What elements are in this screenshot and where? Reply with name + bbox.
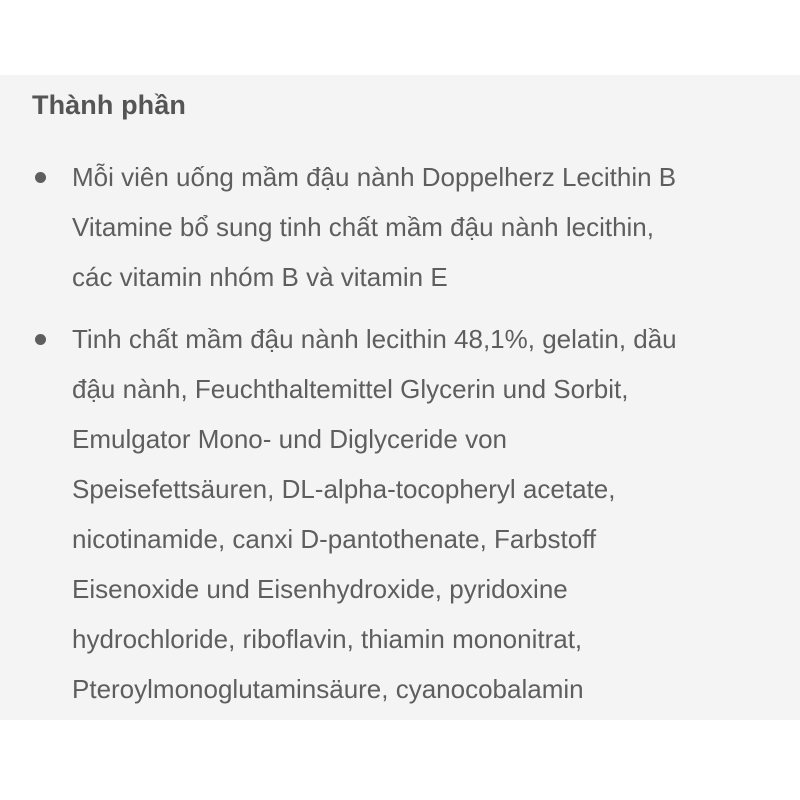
item-text-line: Mỗi viên uống mầm đậu nành Doppelherz Lecithin B [72,162,677,192]
ingredient-list [0,152,800,714]
list-item [0,152,800,302]
top-margin [0,0,800,75]
item-text-line: Pteroylmonoglutaminsäure, cyanocobalamin [72,674,584,704]
item-text-line: các vitamin nhóm B và vitamin E [72,262,448,292]
item-text-line: Emulgator Mono- und Diglyceride von [72,424,507,454]
item-text-line: nicotinamide, canxi D-pantothenate, Farbstoff [72,524,597,554]
bottom-margin [0,720,800,800]
bullet-icon [35,334,46,345]
section-title: Thành phần [32,90,186,120]
item-text-line: Speisefettsäuren, DL-alpha-tocopheryl acetate, [72,474,616,504]
item-text-line: đậu nành, Feuchthaltemittel Glycerin und Sorbit, [72,374,629,404]
item-text-line: Tinh chất mầm đậu nành lecithin 48,1%, gelatin, dầu [72,324,677,354]
item-text-line: Vitamine bổ sung tinh chất mầm đậu nành lecithin, [72,212,654,242]
item-text-line: hydrochloride, riboflavin, thiamin mononitrat, [72,624,583,654]
bullet-icon [35,172,46,183]
list-item [0,314,800,714]
item-text-line: Eisenoxide und Eisenhydroxide, pyridoxine [72,574,568,604]
